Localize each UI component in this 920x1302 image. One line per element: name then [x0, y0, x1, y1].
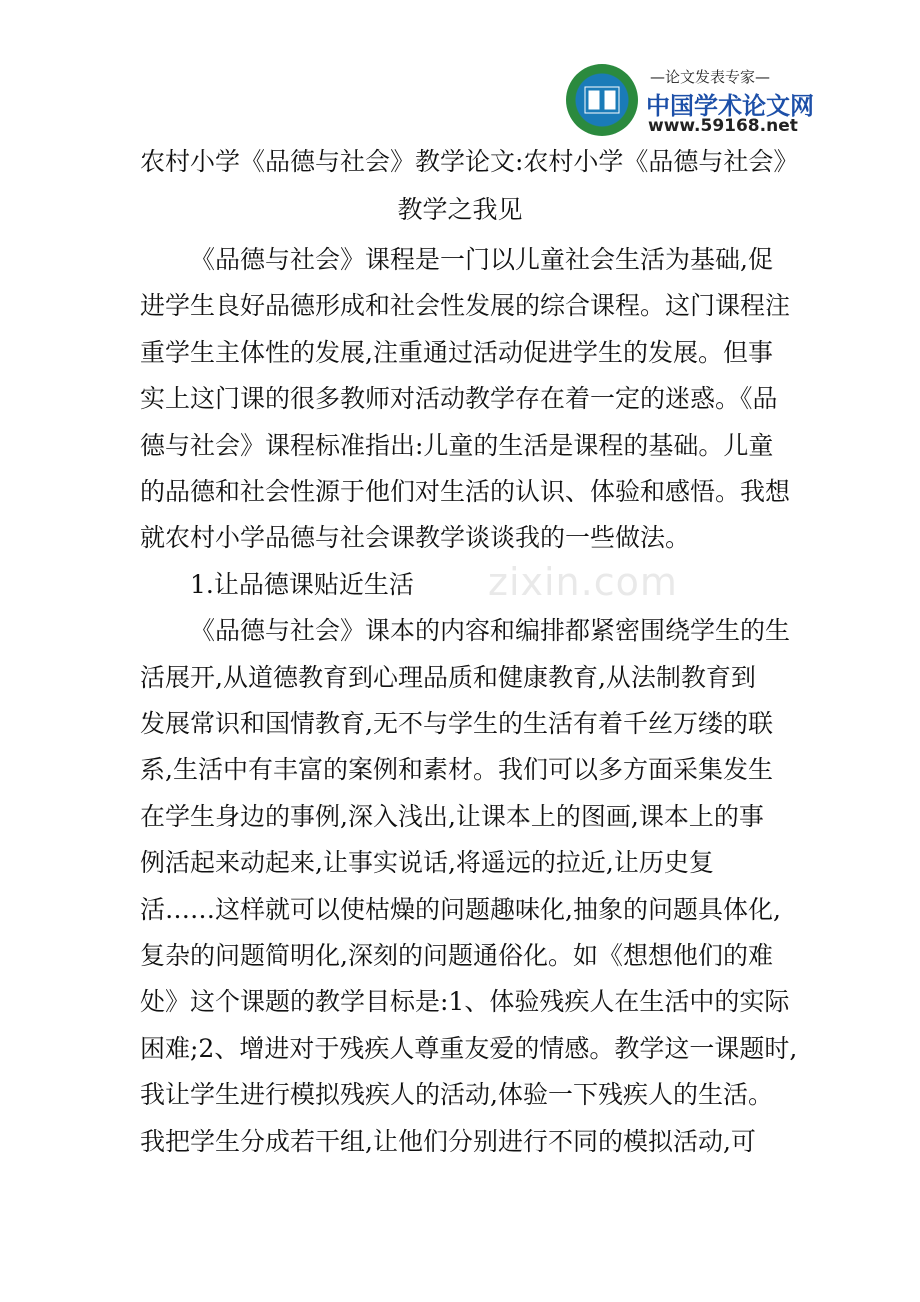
text-line: 在学生身边的事例,深入浅出,让课本上的图画,课本上的事	[140, 801, 764, 831]
text-line: 发展常识和国情教育,无不与学生的生活有着千丝万缕的联	[140, 709, 773, 738]
text-line: 《品德与社会》课程是一门以儿童社会生活为基础,促	[190, 245, 773, 274]
text-line: 活展开,从道德教育到心理品质和健康教育,从法制教育到	[140, 662, 756, 692]
text-line: 重学生主体性的发展,注重通过活动促进学生的发展。但事	[140, 337, 773, 367]
text-line: 处》这个课题的教学目标是:1、体验残疾人在生活中的实际	[140, 987, 790, 1017]
logo-tagline: —论文发表专家—	[650, 68, 771, 86]
text-line: 例活起来动起来,让事实说话,将遥远的拉近,让历史复	[140, 848, 714, 878]
title-line-2: 教学之我见	[397, 195, 523, 224]
text-line: 德与社会》课程标准指出:儿童的生活是课程的基础。儿童	[140, 430, 774, 460]
text-line: 1.让品德课贴近生活	[190, 569, 414, 599]
text-line: 就农村小学品德与社会课教学谈谈我的一些做法。	[140, 523, 691, 553]
text-line: 进学生良好品德形成和社会性发展的综合课程。这门课程注	[140, 291, 791, 321]
text-line: 我让学生进行模拟残疾人的活动,体验一下残疾人的生活。	[140, 1080, 773, 1110]
book-icon	[584, 86, 620, 114]
text-line: 《品德与社会》课本的内容和编排都紧密围绕学生的生	[190, 616, 791, 646]
logo-url: www.59168.net	[648, 116, 798, 136]
text-line: 我把学生分成若干组,让他们分别进行不同的模拟活动,可	[140, 1126, 756, 1156]
logo-name: 中国学术论文网	[646, 92, 814, 120]
site-logo[interactable]	[566, 64, 814, 138]
text-line: 系,生活中有丰富的案例和素材。我们可以多方面采集发生	[140, 755, 773, 785]
text-line: 困难;2、增进对于残疾人尊重友爱的情感。教学这一课题时,	[140, 1033, 798, 1063]
text-line: 复杂的问题简明化,深刻的问题通俗化。如《想想他们的难	[140, 941, 773, 970]
text-line: 的品德和社会性源于他们对生活的认识、体验和感悟。我想	[140, 477, 791, 506]
title-line-1: 农村小学《品德与社会》教学论文:农村小学《品德与社会》	[140, 147, 799, 176]
text-line: 实上这门课的很多教师对活动教学存在着一定的迷惑。《品	[140, 384, 778, 414]
watermark: zixin.com	[488, 560, 678, 604]
text-line: 活……这样就可以使枯燥的问题趣味化,抽象的问题具体化,	[140, 894, 781, 924]
